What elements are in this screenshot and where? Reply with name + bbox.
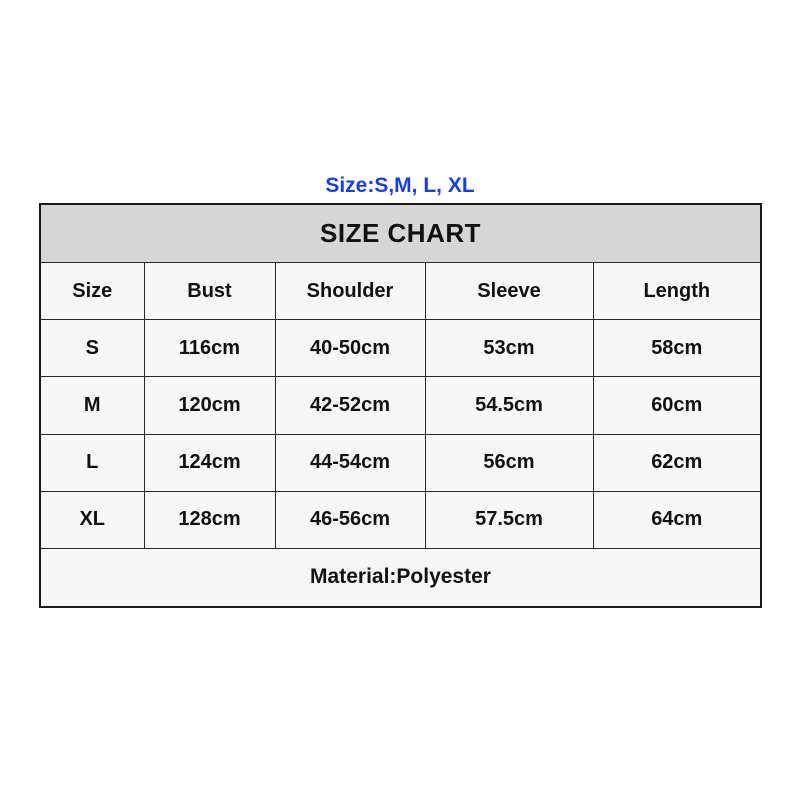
table-header-row xyxy=(40,263,761,320)
cell-size: XL xyxy=(40,491,144,548)
material-note: Material:Polyester xyxy=(40,548,761,607)
table-row xyxy=(40,320,761,377)
table-row xyxy=(40,491,761,548)
cell-size: L xyxy=(40,434,144,491)
cell-length: 64cm xyxy=(593,491,761,548)
column-header-shoulder: Shoulder xyxy=(275,263,425,320)
cell-shoulder: 44-54cm xyxy=(275,434,425,491)
cell-length: 60cm xyxy=(593,377,761,434)
cell-length: 62cm xyxy=(593,434,761,491)
size-chart-table xyxy=(39,203,762,608)
available-sizes-heading: Size:S,M, L, XL xyxy=(325,174,475,197)
cell-shoulder: 40-50cm xyxy=(275,320,425,377)
cell-bust: 120cm xyxy=(144,377,275,434)
table-title: SIZE CHART xyxy=(40,204,761,263)
cell-bust: 124cm xyxy=(144,434,275,491)
cell-sleeve: 57.5cm xyxy=(425,491,593,548)
table-footer-row xyxy=(40,548,761,607)
table-row xyxy=(40,377,761,434)
column-header-bust: Bust xyxy=(144,263,275,320)
column-header-sleeve: Sleeve xyxy=(425,263,593,320)
cell-sleeve: 53cm xyxy=(425,320,593,377)
cell-length: 58cm xyxy=(593,320,761,377)
cell-bust: 116cm xyxy=(144,320,275,377)
cell-shoulder: 42-52cm xyxy=(275,377,425,434)
table-title-row xyxy=(40,204,761,263)
cell-size: M xyxy=(40,377,144,434)
cell-shoulder: 46-56cm xyxy=(275,491,425,548)
cell-size: S xyxy=(40,320,144,377)
cell-sleeve: 54.5cm xyxy=(425,377,593,434)
column-header-size: Size xyxy=(40,263,144,320)
cell-sleeve: 56cm xyxy=(425,434,593,491)
column-header-length: Length xyxy=(593,263,761,320)
table-row xyxy=(40,434,761,491)
cell-bust: 128cm xyxy=(144,491,275,548)
